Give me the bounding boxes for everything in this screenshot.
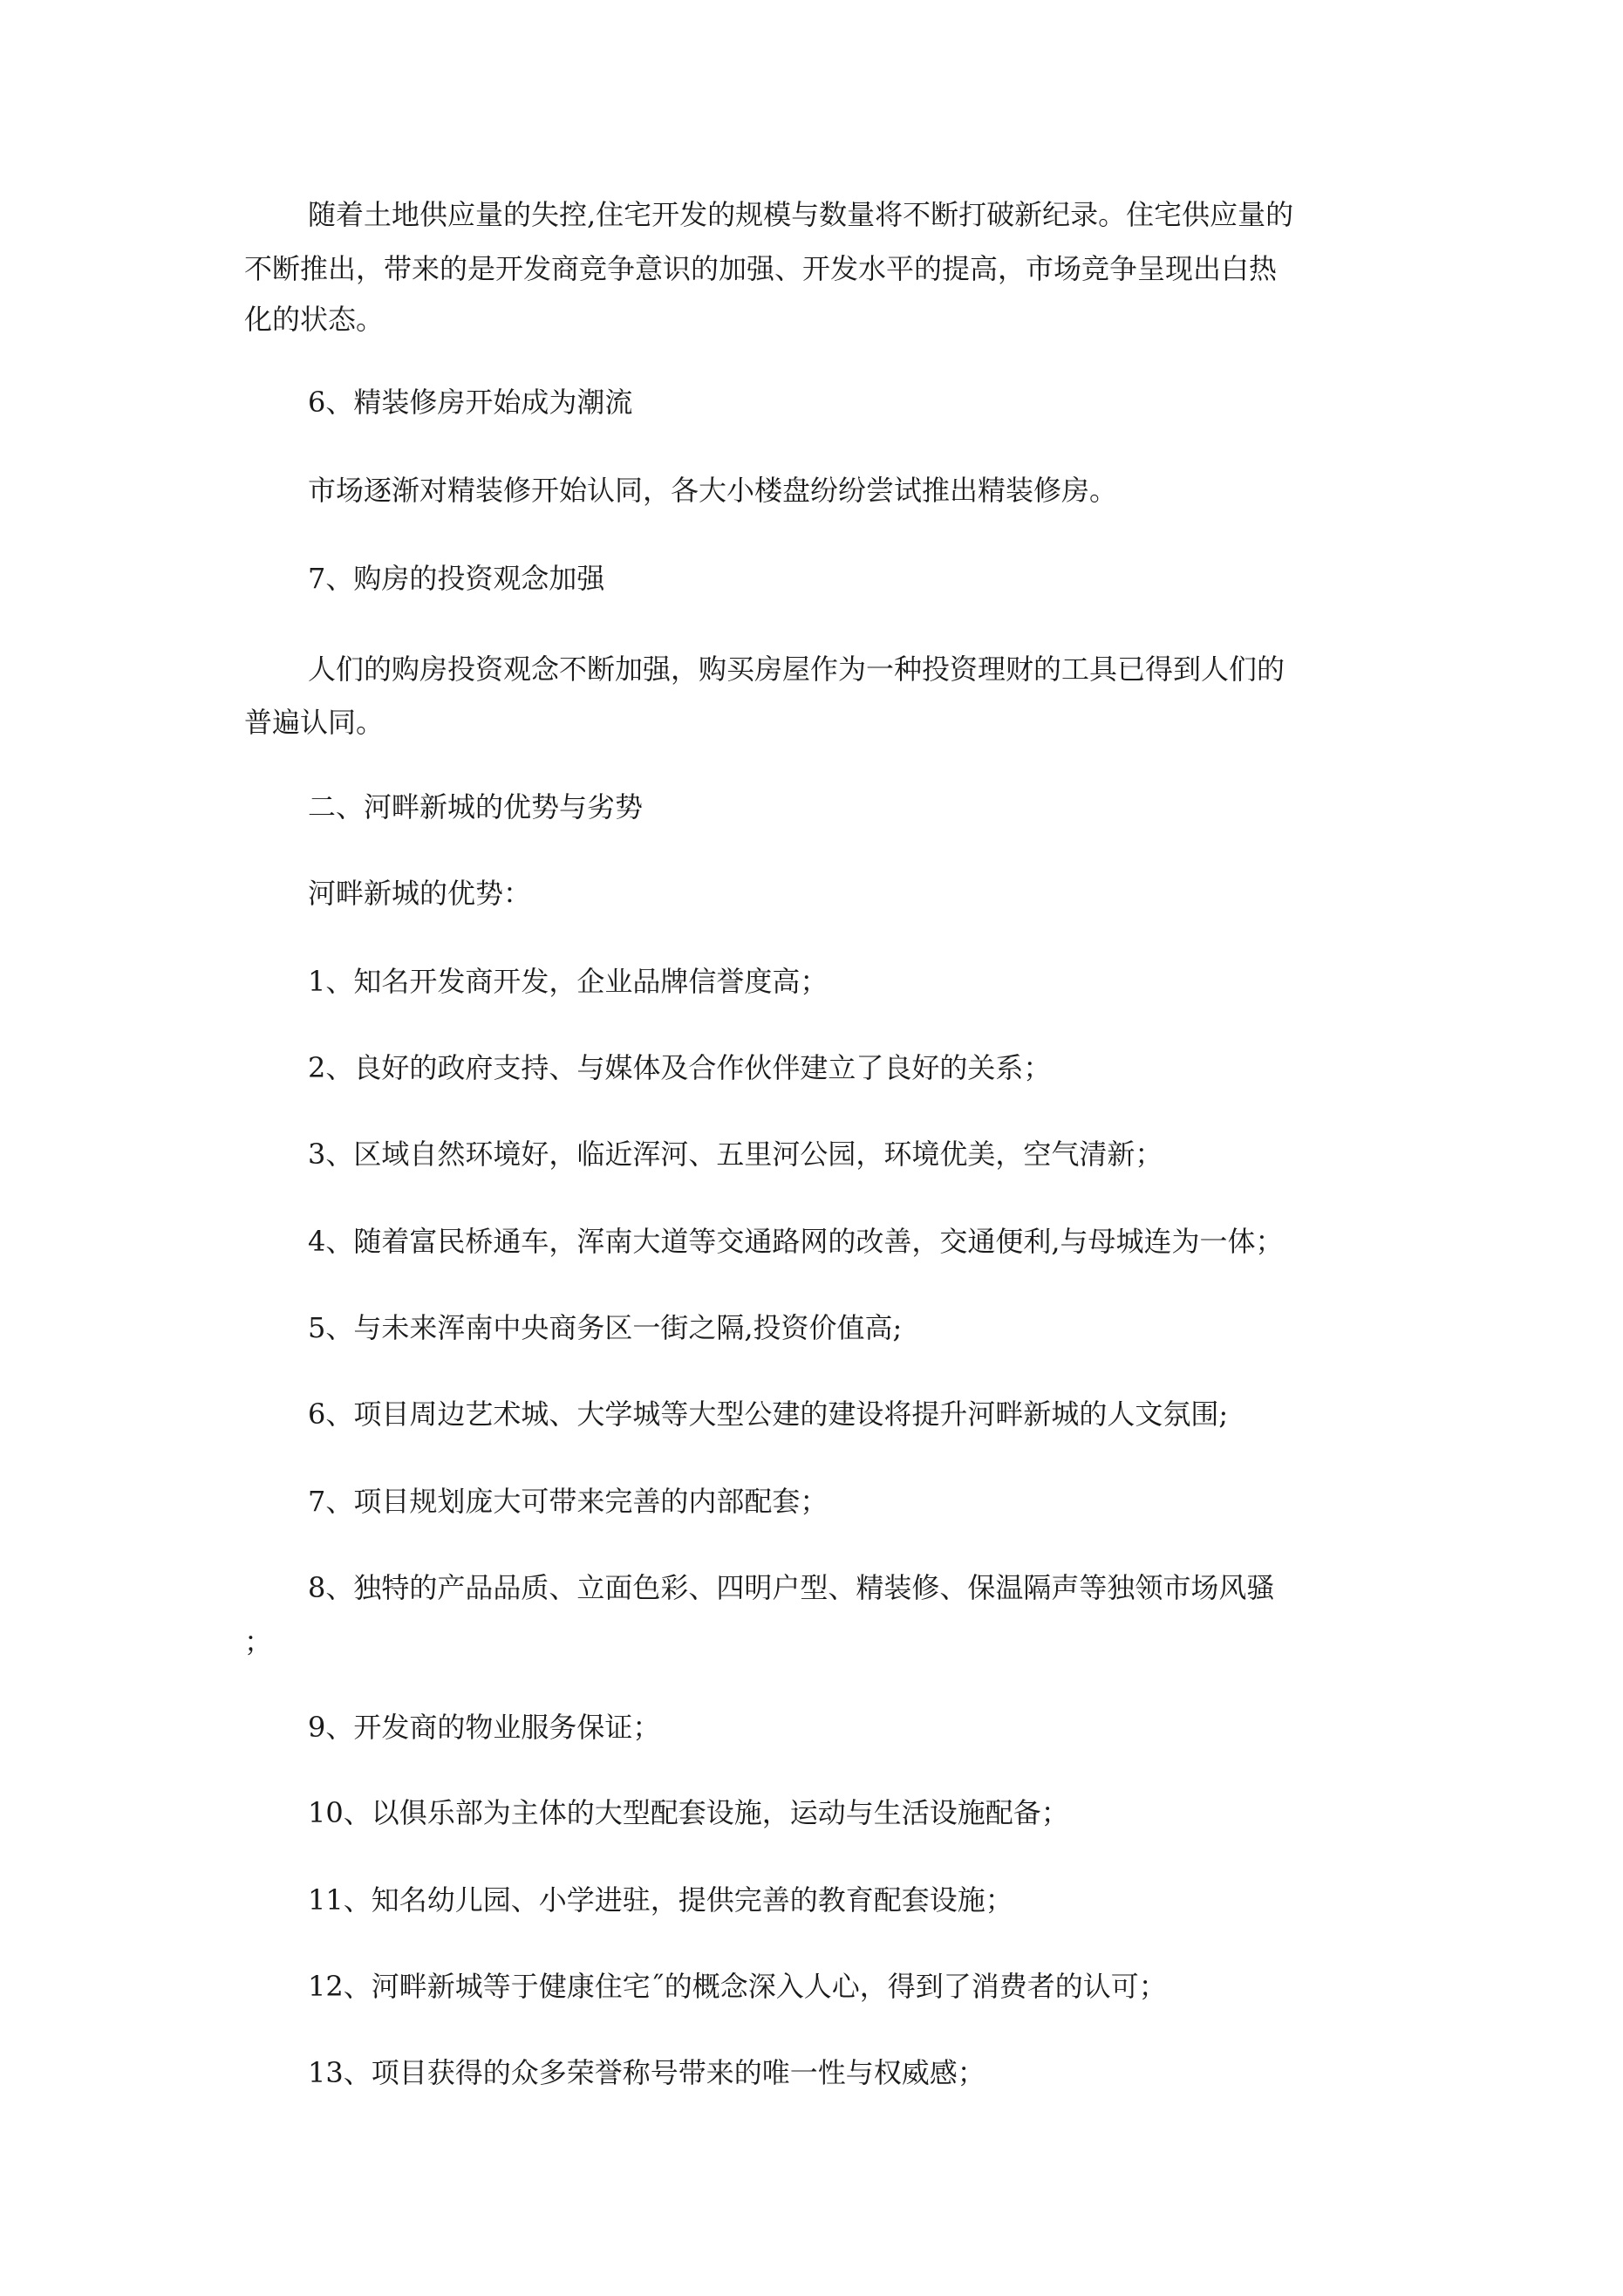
list-item: 1、知名开发商开发，企业品牌信誉度高； [308, 965, 829, 998]
paragraph-line: 随着土地供应量的失控,住宅开发的规模与数量将不断打破新纪录。住宅供应量的 [308, 198, 1294, 231]
paragraph-line: 人们的购房投资观念不断加强，购买房屋作为一种投资理财的工具已得到人们的 [308, 653, 1285, 686]
list-item: 8、独特的产品品质、立面色彩、四明户型、精装修、保温隔声等独领市场风骚 [308, 1571, 1275, 1604]
list-item: 9、开发商的物业服务保证； [308, 1711, 661, 1744]
list-item: 10、以俱乐部为主体的大型配套设施，运动与生活设施配备； [308, 1796, 1069, 1829]
list-item: 6、项目周边艺术城、大学城等大型公建的建设将提升河畔新城的人文氛围; [308, 1397, 1229, 1431]
list-item: 12、河畔新城等于健康住宅˝的概念深入人心，得到了消费者的认可； [308, 1970, 1167, 2003]
paragraph-line: 不断推出，带来的是开发商竞争意识的加强、开发水平的提高，市场竞争呈现出白热 [244, 252, 1278, 285]
subheading: 河畔新城的优势： [308, 877, 532, 910]
list-item: 4、随着富民桥通车，浑南大道等交通路网的改善，交通便利,与母城连为一体； [308, 1225, 1284, 1258]
list-item-continuation: ； [244, 1625, 273, 1658]
list-item: 2、良好的政府支持、与媒体及合作伙伴建立了良好的关系； [308, 1051, 1052, 1084]
section-heading: 7、购房的投资观念加强 [308, 562, 605, 595]
chapter-heading: 二、河畔新城的优势与劣势 [308, 790, 644, 823]
list-item: 5、与未来浑南中央商务区一街之隔,投资价值高; [308, 1311, 903, 1344]
paragraph-line: 普遍认同。 [244, 706, 385, 739]
list-item: 11、知名幼儿园、小学进驻，提供完善的教育配套设施； [308, 1883, 1013, 1917]
list-item: 3、区域自然环境好，临近浑河、五里河公园，环境优美，空气清新； [308, 1138, 1163, 1171]
list-item: 13、项目获得的众多荣誉称号带来的唯一性与权威感； [308, 2056, 985, 2089]
list-item: 7、项目规划庞大可带来完善的内部配套； [308, 1485, 829, 1518]
paragraph-line: 化的状态。 [244, 303, 385, 336]
paragraph-line: 市场逐渐对精装修开始认同，各大小楼盘纷纷尝试推出精装修房。 [308, 474, 1118, 507]
section-heading: 6、精装修房开始成为潮流 [308, 386, 633, 419]
